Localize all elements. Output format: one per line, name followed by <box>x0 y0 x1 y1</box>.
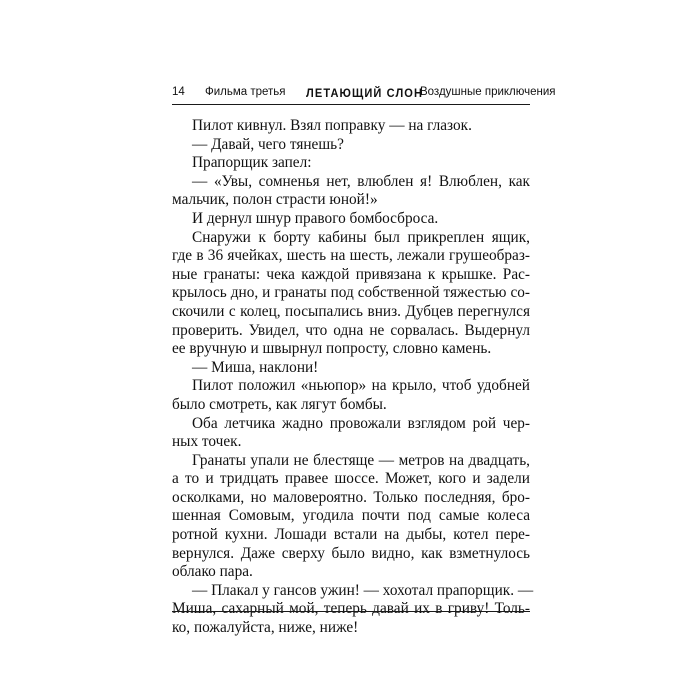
text-line: Снаружи к борту кабины был прикреплен ящик, <box>192 228 530 246</box>
text-line: Миша, сахарный мой, теперь давай их в гриву! Толь- <box>172 600 530 618</box>
text-line: вернулся. Даже сверху было видно, как взметнулось <box>172 544 530 562</box>
text-line: Оба летчика жадно провожали взглядом рой чер- <box>192 414 530 432</box>
text-line: ко, пожалуйста, ниже, ниже! <box>172 619 359 637</box>
header-rule <box>172 104 530 105</box>
text-line: скочили с колец, посыпались вниз. Дубцев перегнулся <box>172 302 530 320</box>
text-line: а то и тридцать правее шоссе. Может, кого и задели <box>172 470 530 488</box>
text-line: ротной кухни. Лошади встали на дыбы, котел пере- <box>172 526 530 544</box>
text-line: Пилот кивнул. Взял поправку — на глазок. <box>192 117 472 134</box>
running-header <box>172 86 556 102</box>
page-number: 14 <box>172 86 185 98</box>
text-line: мальчик, полон страсти юной!» <box>172 191 378 209</box>
text-line: было смотреть, как лягут бомбы. <box>172 395 387 413</box>
text-line: проверить. Увидел, что одна не сорвалась. Выдернул <box>172 321 530 339</box>
text-line: — Миша, наклони! <box>192 358 319 376</box>
text-line: шенная Сомовым, угодила почти под самые колеса <box>172 507 530 525</box>
text-line: Гранаты упали не блестяще — метров на двадцать, <box>192 451 530 469</box>
footer-rule <box>172 611 530 612</box>
film-label: Фильма третья <box>205 86 286 98</box>
text-line: ее вручную и швырнул попросту, словно камень. <box>172 340 492 358</box>
text-line: — «Увы, сомненья нет, влюблен я! Влюблен, как <box>192 172 530 190</box>
text-line: крылось дно, и гранаты под собственной тяжестью со- <box>172 284 530 302</box>
text-line: — Плакал у гансов ужин! — хохотал прапорщик. — <box>192 581 534 599</box>
text-line: ных точек. <box>172 433 242 451</box>
text-line: где в 36 ячейках, шесть на шесть, лежали грушеобраз- <box>172 247 530 265</box>
text-line: Пилот положил «ньюпор» на крыло, чтоб удобней <box>192 377 530 395</box>
text-line: осколками, но маловероятно. Только последняя, бро- <box>172 488 530 506</box>
book-subtitle: Воздушные приключения <box>420 86 556 98</box>
text-line: — Давай, чего тянешь? <box>192 135 344 153</box>
text-line: Прапорщик запел: <box>192 154 312 172</box>
text-line: ные гранаты: чека каждой привязана к крышке. Рас- <box>172 265 530 283</box>
book-title: ЛЕТАЮЩИЙ СЛОН <box>306 86 424 100</box>
text-line: И дернул шнур правого бомбосброса. <box>192 209 439 227</box>
text-line: облако пара. <box>172 563 253 581</box>
body-text <box>172 117 534 638</box>
